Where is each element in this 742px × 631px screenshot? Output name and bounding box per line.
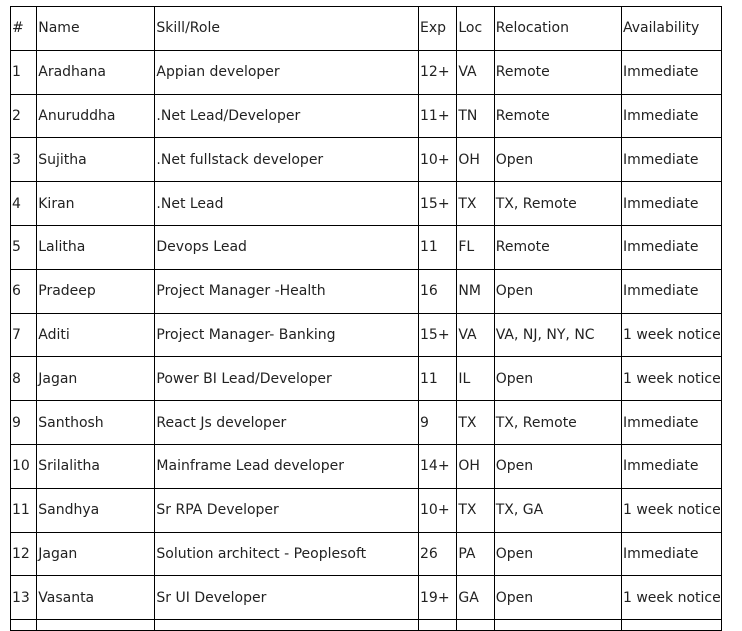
cell-name: Jagan (37, 532, 155, 576)
cell-availability: Immediate (621, 225, 721, 269)
table-row (11, 50, 722, 94)
cell-availability: 1 week notice (621, 313, 721, 357)
header-index: # (11, 7, 37, 51)
cell-skill-role: Sr RPA Developer (155, 488, 419, 532)
table-row-partial (11, 620, 722, 631)
cell-index: 6 (11, 269, 37, 313)
cell-name: Jagan (37, 357, 155, 401)
cell-empty (621, 620, 721, 631)
cell-name: Sujitha (37, 138, 155, 182)
cell-empty (37, 620, 155, 631)
cell-availability: 1 week notice (621, 488, 721, 532)
cell-exp: 9 (419, 401, 457, 445)
cell-exp: 15+ (419, 182, 457, 226)
cell-skill-role: Appian developer (155, 50, 419, 94)
cell-loc: VA (457, 50, 494, 94)
cell-empty (11, 620, 37, 631)
cell-skill-role: Sr UI Developer (155, 576, 419, 620)
cell-exp: 14+ (419, 444, 457, 488)
cell-index: 12 (11, 532, 37, 576)
cell-loc: TX (457, 488, 494, 532)
cell-availability: Immediate (621, 182, 721, 226)
cell-empty (155, 620, 419, 631)
cell-index: 11 (11, 488, 37, 532)
table-row (11, 269, 722, 313)
cell-exp: 10+ (419, 488, 457, 532)
cell-availability: Immediate (621, 444, 721, 488)
cell-index: 5 (11, 225, 37, 269)
cell-loc: PA (457, 532, 494, 576)
cell-index: 1 (11, 50, 37, 94)
table-row (11, 444, 722, 488)
cell-empty (494, 620, 621, 631)
cell-name: Lalitha (37, 225, 155, 269)
cell-skill-role: Power BI Lead/Developer (155, 357, 419, 401)
cell-exp: 11+ (419, 94, 457, 138)
candidate-table (10, 6, 722, 631)
cell-exp: 15+ (419, 313, 457, 357)
cell-availability: Immediate (621, 138, 721, 182)
cell-index: 13 (11, 576, 37, 620)
cell-name: Pradeep (37, 269, 155, 313)
cell-availability: 1 week notice (621, 576, 721, 620)
cell-skill-role: .Net Lead (155, 182, 419, 226)
cell-loc: TX (457, 182, 494, 226)
cell-availability: Immediate (621, 269, 721, 313)
cell-relocation: Remote (494, 225, 621, 269)
cell-name: Anuruddha (37, 94, 155, 138)
cell-exp: 11 (419, 357, 457, 401)
cell-skill-role: Solution architect - Peoplesoft (155, 532, 419, 576)
cell-loc: TX (457, 401, 494, 445)
cell-name: Srilalitha (37, 444, 155, 488)
cell-relocation: Open (494, 444, 621, 488)
header-loc: Loc (457, 7, 494, 51)
cell-availability: Immediate (621, 401, 721, 445)
cell-index: 3 (11, 138, 37, 182)
cell-name: Kiran (37, 182, 155, 226)
cell-loc: NM (457, 269, 494, 313)
cell-relocation: TX, GA (494, 488, 621, 532)
cell-skill-role: Project Manager- Banking (155, 313, 419, 357)
cell-availability: 1 week notice (621, 357, 721, 401)
cell-relocation: Open (494, 532, 621, 576)
cell-exp: 16 (419, 269, 457, 313)
cell-exp: 26 (419, 532, 457, 576)
cell-availability: Immediate (621, 50, 721, 94)
cell-empty (457, 620, 494, 631)
header-availability: Availability (621, 7, 721, 51)
cell-loc: TN (457, 94, 494, 138)
cell-skill-role: .Net fullstack developer (155, 138, 419, 182)
cell-exp: 11 (419, 225, 457, 269)
cell-name: Vasanta (37, 576, 155, 620)
cell-relocation: TX, Remote (494, 401, 621, 445)
cell-relocation: Open (494, 576, 621, 620)
cell-exp: 10+ (419, 138, 457, 182)
table-row (11, 138, 722, 182)
cell-exp: 19+ (419, 576, 457, 620)
cell-index: 2 (11, 94, 37, 138)
header-skill-role: Skill/Role (155, 7, 419, 51)
table-row (11, 532, 722, 576)
cell-relocation: TX, Remote (494, 182, 621, 226)
cell-index: 7 (11, 313, 37, 357)
table-row (11, 357, 722, 401)
cell-relocation: Open (494, 138, 621, 182)
table-row (11, 94, 722, 138)
cell-index: 10 (11, 444, 37, 488)
cell-name: Aditi (37, 313, 155, 357)
cell-skill-role: React Js developer (155, 401, 419, 445)
cell-index: 9 (11, 401, 37, 445)
header-name: Name (37, 7, 155, 51)
cell-empty (419, 620, 457, 631)
cell-loc: GA (457, 576, 494, 620)
cell-skill-role: Project Manager -Health (155, 269, 419, 313)
table-row (11, 488, 722, 532)
header-relocation: Relocation (494, 7, 621, 51)
cell-index: 4 (11, 182, 37, 226)
cell-loc: FL (457, 225, 494, 269)
cell-loc: VA (457, 313, 494, 357)
cell-availability: Immediate (621, 532, 721, 576)
cell-relocation: Open (494, 357, 621, 401)
cell-loc: OH (457, 138, 494, 182)
table-row (11, 182, 722, 226)
cell-skill-role: .Net Lead/Developer (155, 94, 419, 138)
cell-availability: Immediate (621, 94, 721, 138)
header-exp: Exp (419, 7, 457, 51)
table-row (11, 576, 722, 620)
cell-relocation: VA, NJ, NY, NC (494, 313, 621, 357)
table-row (11, 401, 722, 445)
cell-skill-role: Mainframe Lead developer (155, 444, 419, 488)
cell-relocation: Remote (494, 94, 621, 138)
cell-index: 8 (11, 357, 37, 401)
cell-exp: 12+ (419, 50, 457, 94)
cell-loc: IL (457, 357, 494, 401)
cell-name: Santhosh (37, 401, 155, 445)
cell-relocation: Remote (494, 50, 621, 94)
cell-name: Sandhya (37, 488, 155, 532)
cell-skill-role: Devops Lead (155, 225, 419, 269)
table-row (11, 313, 722, 357)
table-body (11, 50, 722, 630)
header-row (11, 7, 722, 51)
table-row (11, 225, 722, 269)
cell-relocation: Open (494, 269, 621, 313)
cell-loc: OH (457, 444, 494, 488)
cell-name: Aradhana (37, 50, 155, 94)
